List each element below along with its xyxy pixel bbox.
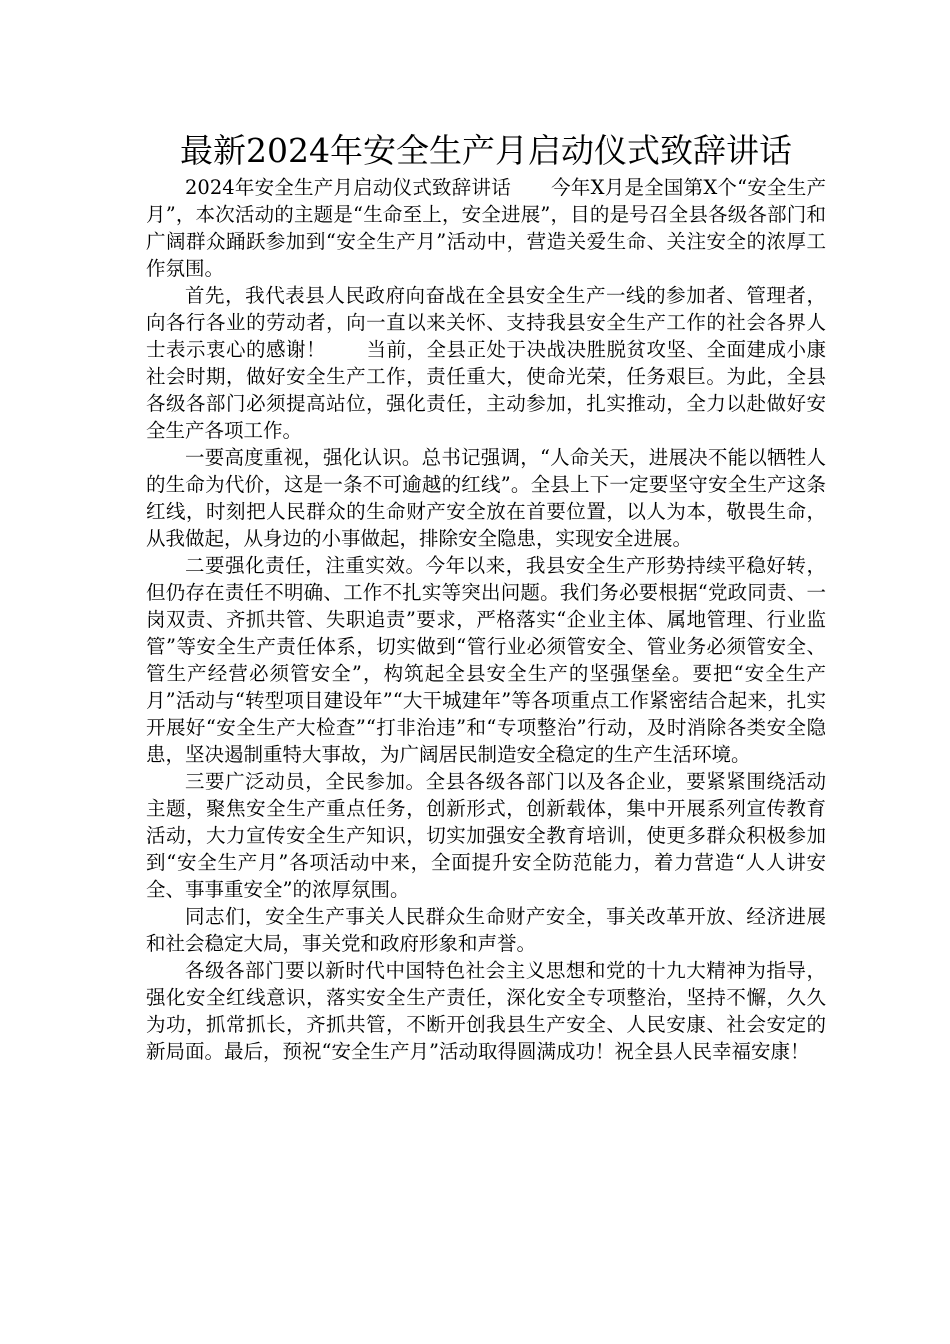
paragraph-1-text: 今年X月是全国第X个“安全生产月”，本次活动的主题是“生命至上，安全进展”，目的是号召全县各级各部门和广阔群众踊跃参加到“安全生产月”活动中，营造关爱生命、关注安全的浓厚工作氛围。 [146,176,826,280]
paragraph-3: 一要高度重视，强化认识。总书记强调，“人命关天，进展决不能以牺牲人的生命为代价，这是一条不可逾越的红线”。全县上下一定要坚守安全生产这条红线，时刻把人民群众的生命财产安全放在首要位置，以人为本，敬畏生命，从我做起，从身边的小事做起，排除安全隐患，实现安全进展。 [146,446,826,550]
paragraph-5: 三要广泛动员，全民参加。全县各级各部门以及各企业，要紧紧围绕活动主题，聚焦安全生产重点任务，创新形式，创新载体，集中开展系列宣传教育活动，大力宣传安全生产知识，切实加强安全教育培训，使更多群众积极参加到“安全生产月”各项活动中来，全面提升安全防范能力，着力营造“人人讲安全、事事重安全”的浓厚氛围。 [146,770,826,901]
paragraph-2-text-a: 首先，我代表县人民政府向奋战在全县安全生产一线的参加者、管理者，向各行各业的劳动者，向一直以来关怀、支持我县安全生产工作的社会各界人士表示衷心的感谢！ [146,284,826,361]
paragraph-4: 二要强化责任，注重实效。今年以来，我县安全生产形势持续平稳好转，但仍存在责任不明确、工作不扎实等突出问题。我们务必要根据“党政同责、一岗双责、齐抓共管、失职追责”要求，严格落实“企业主体、属地管理、行业监管”等安全生产责任体系，切实做到“管行业必须管安全、管业务必须管安全、管生产经营必须管安全”，构筑起全县安全生产的坚强堡垒。要把“安全生产月”活动与“转型项目建设年”“大干城建年”等各项重点工作紧密结合起来，扎实开展好“安全生产大检查”“打非治违”和“专项整治”行动，及时消除各类安全隐患，坚决遏制重特大事故，为广阔居民制造安全稳定的生产生活环境。 [146,554,826,766]
paragraph-2-text-b: 当前，全县正处于决战决胜脱贫攻坚、全面建成小康社会时期，做好安全生产工作，责任重大，使命光荣，任务艰巨。为此，全县各级各部门必须提高站位，强化责任，主动参加，扎实推动，全力以赴做好安全生产各项工作。 [146,338,826,442]
paragraph-1-heading: 2024年安全生产月启动仪式致辞讲话 [185,176,511,199]
document-title: 最新2024年安全生产月启动仪式致辞讲话 [180,131,792,170]
paragraph-6: 同志们，安全生产事关人民群众生命财产安全，事关改革开放、经济进展和社会稳定大局，事关党和政府形象和声誉。 [146,905,826,955]
document-page [146,128,826,1065]
paragraph-7: 各级各部门要以新时代中国特色社会主义思想和党的十九大精神为指导，强化安全红线意识，落实安全生产责任，深化安全专项整治，坚持不懈，久久为功，抓常抓长，齐抓共管，不断开创我县生产安全、人民安康、社会安定的新局面。最后，预祝“安全生产月”活动取得圆满成功！祝全县人民幸福安康！ [146,959,826,1063]
document-body [146,174,826,1065]
paragraph-1 [146,174,826,282]
paragraph-2 [146,282,826,444]
